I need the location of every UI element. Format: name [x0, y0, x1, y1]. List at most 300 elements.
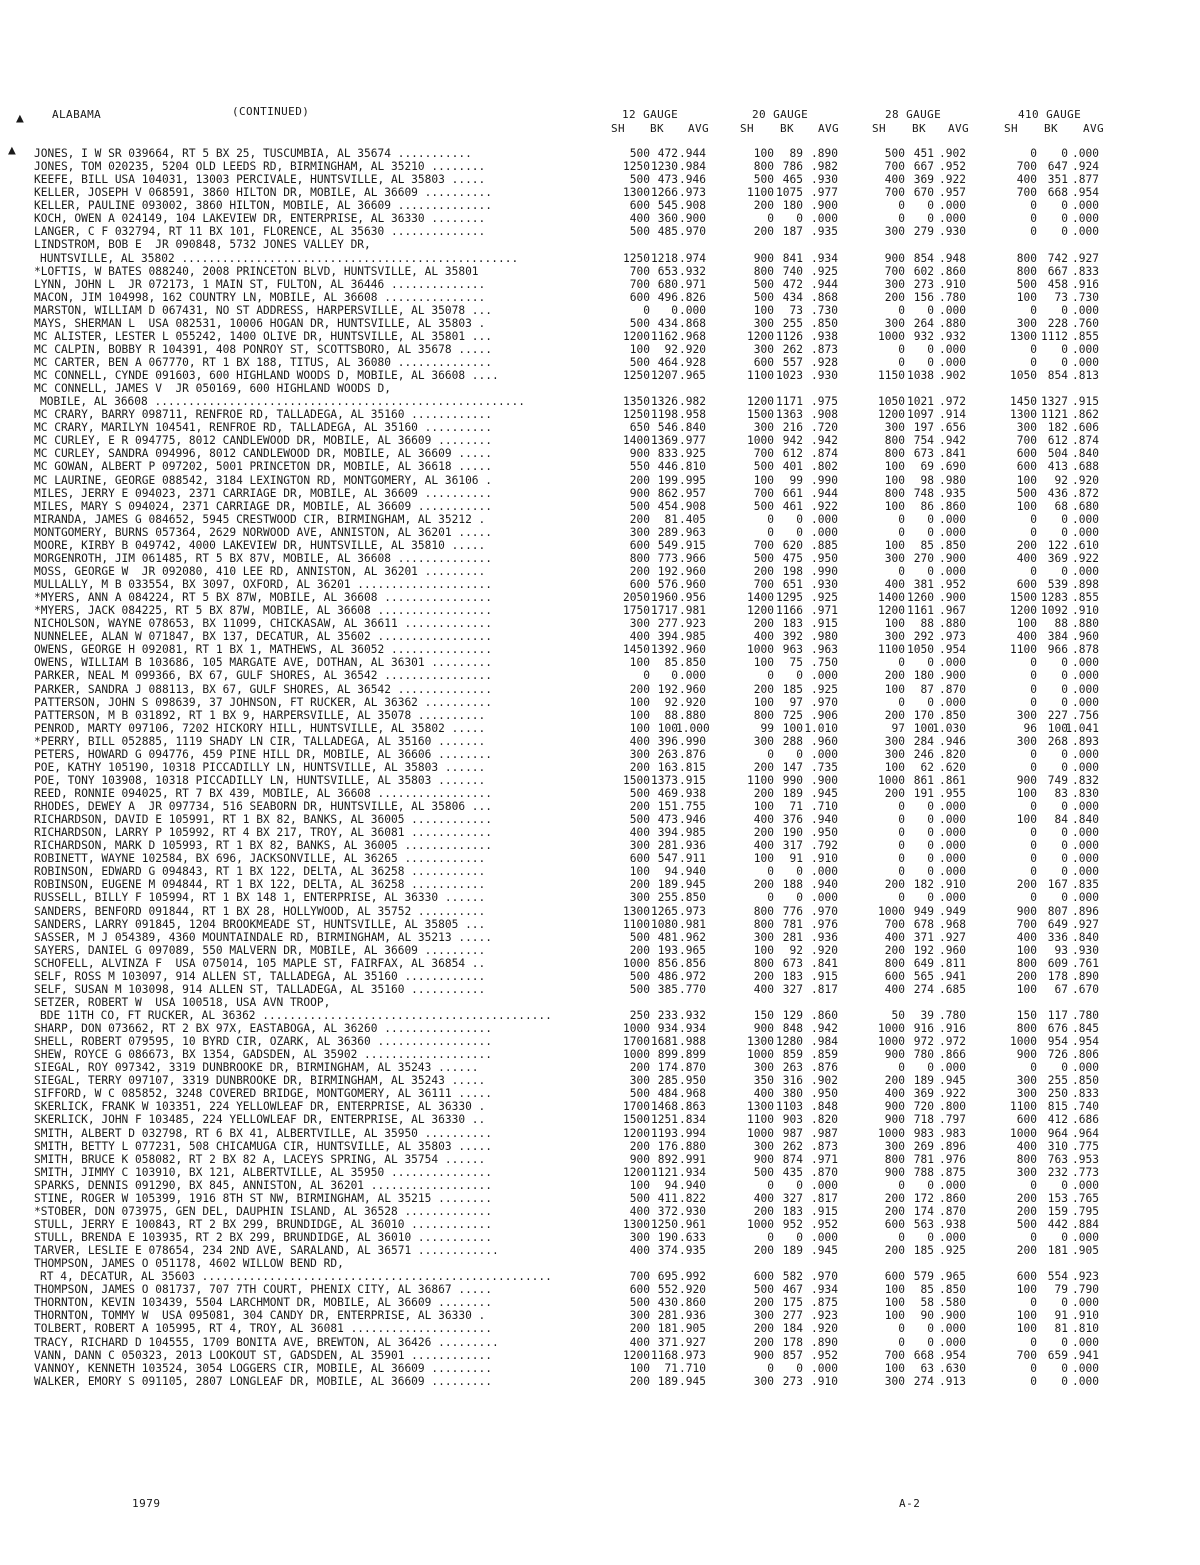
cell-bk: 369	[913, 1087, 934, 1101]
cell-bk: 327	[782, 982, 803, 996]
table-row	[0, 1349, 1200, 1363]
cell-bk: 1327	[1041, 395, 1068, 409]
cell-bk: 1280	[776, 1035, 803, 1049]
cell-bk: 748	[913, 486, 934, 500]
cell-avg: .680	[1072, 499, 1099, 513]
shooter-entry: SIEGAL, ROY 097342, 3319 DUNBROOKE DR, BIRMINGHAM, AL 35243 ......	[34, 1061, 479, 1075]
cell-avg: .954	[939, 643, 966, 657]
cell-bk: 0	[1061, 1374, 1068, 1388]
cell-bk: 854	[913, 251, 934, 265]
shooter-entry: JONES, TOM 020235, 5204 OLD LEEDS RD, BIRMINGHAM, AL 35210 ........	[34, 160, 486, 174]
cell-bk: 1468	[651, 1100, 678, 1114]
cell-sh: 100	[884, 538, 905, 552]
cell-sh: 300	[884, 630, 905, 644]
cell-avg: .000	[939, 1231, 966, 1244]
cell-sh: 500	[629, 499, 650, 513]
table-row	[0, 970, 1200, 984]
cell-bk: 464	[657, 356, 678, 369]
cell-avg: .988	[679, 1035, 706, 1049]
cell-sh: 700	[629, 1270, 650, 1284]
cell-sh: 1100	[747, 1113, 774, 1127]
cell-avg: .952	[939, 578, 966, 591]
cell-sh: 1000	[1010, 1035, 1037, 1049]
cell-sh: 800	[884, 447, 905, 461]
cell-sh: 800	[753, 160, 774, 174]
cell-avg: .000	[939, 212, 966, 226]
cell-bk: 262	[782, 342, 803, 356]
cell-bk: 454	[657, 499, 678, 513]
cell-bk: 473	[657, 173, 678, 187]
table-row	[0, 199, 1200, 213]
cell-bk: 91	[1054, 1309, 1068, 1323]
cell-avg: .940	[811, 878, 838, 892]
cell-avg: .972	[679, 969, 706, 983]
cell-sh: 200	[629, 943, 650, 957]
cell-sh: 400	[753, 1087, 774, 1101]
cell-sh: 0	[767, 212, 774, 226]
cell-sh: 100	[1016, 473, 1037, 487]
cell-sh: 800	[1016, 1152, 1037, 1166]
cell-bk: 384	[1047, 630, 1068, 644]
cell-sh: 0	[1030, 760, 1037, 774]
cell-bk: 465	[782, 173, 803, 187]
cell-sh: 600	[1016, 460, 1037, 474]
shooter-entry: PETERS, HOWARD G 094776, 459 PINE HILL DR, MOBILE, AL 36606 ........	[34, 747, 493, 761]
cell-sh: 500	[629, 786, 650, 800]
cell-avg: .896	[939, 1139, 966, 1153]
cell-sh: 0	[898, 891, 905, 905]
cell-sh: 900	[884, 1048, 905, 1062]
cell-bk: 279	[913, 225, 934, 239]
cell-bk: 175	[782, 1296, 803, 1310]
cell-avg: .942	[811, 1022, 838, 1035]
cell-sh: 200	[884, 1074, 905, 1088]
cell-sh: 0	[1030, 1178, 1037, 1192]
cell-sh: 600	[884, 1270, 905, 1284]
cell-bk: 0	[1061, 303, 1068, 317]
cell-bk: 473	[657, 813, 678, 827]
cell-sh: 400	[884, 982, 905, 996]
shooter-entry: KEEFE, BILL USA 104031, 13003 PERCIVALE, HUNTSVILLE, AL 35803 .....	[34, 173, 486, 187]
cell-bk: 189	[782, 786, 803, 800]
shooter-entry: MAYS, SHERMAN L USA 082531, 10006 HOGAN DR, HUNTSVILLE, AL 35803 .	[34, 316, 486, 330]
column-heading-sh: SH	[740, 122, 755, 135]
cell-bk: 151	[657, 800, 678, 813]
cell-bk: 281	[657, 839, 678, 853]
cell-bk: 0	[927, 525, 934, 539]
cell-bk: 485	[657, 225, 678, 239]
cell-avg: .000	[939, 356, 966, 369]
cell-bk: 0	[1061, 199, 1068, 213]
cell-sh: 300	[1016, 316, 1037, 330]
cell-sh: 1250	[623, 408, 650, 422]
cell-sh: 200	[753, 199, 774, 213]
cell-sh: 700	[753, 486, 774, 500]
cell-sh: 0	[1030, 525, 1037, 539]
cell-bk: 1050	[907, 643, 934, 657]
cell-sh: 300	[884, 316, 905, 330]
cell-bk: 848	[782, 1022, 803, 1035]
cell-avg: .880	[939, 617, 966, 631]
cell-sh: 1300	[747, 1100, 774, 1114]
cell-sh: 100	[629, 721, 650, 735]
shooter-entry: SHELL, ROBERT 079595, 10 BYRD CIR, OZARK, AL 36360 .................	[34, 1035, 493, 1049]
cell-sh: 1300	[623, 1217, 650, 1231]
cell-avg: .983	[939, 1126, 966, 1140]
cell-bk: 167	[1047, 878, 1068, 892]
cell-avg: .930	[811, 578, 838, 591]
cell-sh: 700	[1016, 434, 1037, 448]
cell-bk: 216	[782, 421, 803, 435]
cell-bk: 786	[782, 160, 803, 174]
table-row	[0, 865, 1200, 879]
cell-sh: 150	[753, 1009, 774, 1022]
table-row	[0, 591, 1200, 605]
cell-avg: .911	[679, 852, 706, 866]
cell-bk: 0	[1061, 760, 1068, 774]
cell-sh: 0	[767, 525, 774, 539]
cell-avg: .000	[811, 1231, 838, 1244]
cell-sh: 900	[884, 1100, 905, 1114]
cell-avg: .686	[1072, 1113, 1099, 1127]
cell-avg: .860	[939, 1191, 966, 1205]
table-row	[0, 1192, 1200, 1206]
cell-avg: .890	[811, 1335, 838, 1349]
cell-bk: 0	[796, 212, 803, 226]
table-row	[0, 787, 1200, 801]
cell-sh: 300	[1016, 734, 1037, 748]
cell-avg: .965	[679, 369, 706, 382]
cell-avg: .795	[1072, 1204, 1099, 1218]
table-row	[0, 1179, 1200, 1193]
cell-avg: .960	[679, 682, 706, 696]
cell-avg: .620	[939, 760, 966, 774]
cell-sh: 200	[629, 473, 650, 487]
cell-bk: 100	[913, 721, 934, 735]
cell-avg: .942	[811, 434, 838, 448]
cell-bk: 434	[657, 316, 678, 330]
cell-avg: .890	[811, 147, 838, 160]
cell-sh: 0	[898, 826, 905, 840]
cell-avg: .000	[1072, 1335, 1099, 1349]
cell-bk: 0	[1061, 695, 1068, 709]
shooter-entry: RUSSELL, BILLY F 105994, RT 1 BX 148 1, ENTERPRISE, AL 36330 ......	[34, 891, 486, 905]
column-heading-bk: BK	[1044, 122, 1059, 135]
shooter-entry: ROBINETT, WAYNE 102584, BX 696, JACKSONVILLE, AL 36265 ............	[34, 852, 486, 866]
table-row	[0, 709, 1200, 723]
cell-sh: 100	[884, 617, 905, 631]
shooter-entry: *LOFTIS, W BATES 088240, 2008 PRINCETON BLVD, HUNTSVILLE, AL 35801	[34, 264, 479, 278]
cell-bk: 371	[657, 1335, 678, 1349]
cell-sh: 0	[767, 1178, 774, 1192]
cell-bk: 932	[913, 329, 934, 343]
cell-bk: 88	[1054, 617, 1068, 631]
cell-sh: 1000	[747, 434, 774, 448]
cell-avg: .000	[1072, 695, 1099, 709]
cell-bk: 1207	[651, 369, 678, 382]
cell-bk: 0	[927, 826, 934, 840]
cell-sh: 150	[1016, 1009, 1037, 1022]
cell-sh: 700	[884, 1348, 905, 1362]
cell-avg: .920	[1072, 473, 1099, 487]
cell-sh: 700	[753, 578, 774, 591]
cell-bk: 178	[782, 1335, 803, 1349]
cell-sh: 1400	[747, 591, 774, 604]
cell-bk: 0	[1061, 826, 1068, 840]
table-row	[0, 1296, 1200, 1310]
cell-sh: 0	[898, 564, 905, 578]
cell-bk: 129	[782, 1009, 803, 1022]
cell-sh: 0	[898, 1061, 905, 1075]
cell-avg: .000	[939, 303, 966, 317]
cell-sh: 800	[753, 904, 774, 918]
cell-bk: 374	[657, 1244, 678, 1257]
shooter-entry: MC CRARY, MARILYN 104541, RENFROE RD, TALLADEGA, AL 35160 ..........	[34, 421, 493, 435]
cell-sh: 500	[1016, 1217, 1037, 1231]
cell-avg: .000	[939, 865, 966, 879]
shooter-entry: SIEGAL, TERRY 097107, 3319 DUNBROOKE DR, BIRMINGHAM, AL 35243 .....	[34, 1074, 486, 1088]
cell-avg: .000	[811, 212, 838, 226]
cell-bk: 316	[782, 1074, 803, 1088]
cell-avg: .984	[679, 160, 706, 174]
cell-bk: 182	[913, 878, 934, 892]
cell-bk: 546	[657, 421, 678, 435]
cell-avg: .832	[1072, 773, 1099, 787]
cell-avg: .960	[939, 943, 966, 957]
cell-avg: .925	[811, 682, 838, 696]
cell-bk: 0	[927, 212, 934, 226]
cell-sh: 1300	[747, 1035, 774, 1049]
cell-avg: .936	[679, 839, 706, 853]
cell-bk: 496	[657, 290, 678, 304]
cell-sh: 200	[884, 669, 905, 683]
shooter-entry: SASSER, M J 054389, 4360 MOUNTAINDALE RD, BIRMINGHAM, AL 35213 .....	[34, 930, 493, 944]
cell-sh: 900	[753, 1152, 774, 1166]
shooter-entry: STULL, JERRY E 100843, RT 2 BX 299, BRUNDIDGE, AL 36010 ............	[34, 1217, 493, 1231]
cell-bk: 0	[927, 1322, 934, 1336]
cell-sh: 200	[884, 708, 905, 722]
cell-sh: 0	[1030, 747, 1037, 761]
shooter-entry: MIRANDA, JAMES G 084652, 5945 CRESTWOOD CIR, BIRMINGHAM, AL 35212 .	[34, 512, 486, 526]
table-row	[0, 1153, 1200, 1167]
table-row	[0, 565, 1200, 579]
cell-bk: 547	[657, 852, 678, 866]
cell-bk: 1038	[907, 369, 934, 382]
margin-arrow-icon: ▲	[8, 143, 16, 158]
cell-sh: 200	[753, 225, 774, 239]
shooter-entry: SKERLICK, JOHN F 103485, 224 YELLOWLEAF DR, ENTERPRISE, AL 36330 ..	[34, 1113, 486, 1127]
cell-avg: .685	[939, 982, 966, 996]
cell-avg: .856	[679, 956, 706, 970]
cell-avg: .710	[811, 800, 838, 813]
cell-bk: 668	[913, 1348, 934, 1362]
table-row	[0, 1309, 1200, 1323]
cell-sh: 0	[1030, 512, 1037, 526]
cell-bk: 93	[1054, 943, 1068, 957]
cell-avg: .880	[1072, 617, 1099, 631]
cell-avg: .973	[679, 186, 706, 200]
cell-bk: 0	[1061, 1178, 1068, 1192]
cell-sh: 1200	[878, 604, 905, 618]
gauge-12-heading: 12 GAUGE	[622, 108, 679, 121]
cell-avg: .958	[679, 408, 706, 422]
cell-avg: .920	[679, 695, 706, 709]
cell-avg: .670	[1072, 982, 1099, 996]
cell-bk: 281	[657, 1309, 678, 1323]
cell-avg: .949	[939, 904, 966, 918]
cell-avg: .971	[679, 277, 706, 291]
cell-bk: 182	[1047, 421, 1068, 435]
cell-avg: .925	[811, 591, 838, 604]
cell-avg: .000	[939, 656, 966, 670]
cell-sh: 900	[629, 1152, 650, 1166]
cell-avg: .000	[679, 669, 706, 683]
cell-avg: .813	[1072, 369, 1099, 382]
cell-bk: 412	[1047, 1113, 1068, 1127]
cell-sh: 400	[629, 212, 650, 226]
cell-bk: 79	[1054, 1283, 1068, 1297]
cell-avg: .910	[1072, 604, 1099, 618]
cell-avg: .735	[811, 760, 838, 774]
shooter-entry: PENROD, MARTY 097106, 7202 HICKORY HILL, HUNTSVILLE, AL 35802 .....	[34, 721, 486, 735]
cell-avg: .960	[1072, 630, 1099, 644]
cell-avg: .964	[1072, 1126, 1099, 1140]
cell-bk: 0	[1061, 564, 1068, 578]
shooter-entry: *MYERS, ANN A 084224, RT 5 BX 87W, MOBILE, AL 36608 ................	[34, 591, 493, 604]
cell-bk: 73	[1054, 290, 1068, 304]
cell-sh: 700	[753, 538, 774, 552]
cell-bk: 651	[782, 578, 803, 591]
cell-bk: 183	[782, 969, 803, 983]
cell-avg: .962	[679, 930, 706, 944]
shooter-entry: MONTGOMERY, BURNS 057364, 2629 NORWOOD AVE, ANNISTON, AL 36201 .....	[34, 525, 493, 539]
cell-avg: .760	[1072, 316, 1099, 330]
cell-bk: 861	[913, 773, 934, 787]
cell-sh: 800	[1016, 264, 1037, 278]
shooter-entry: MILES, JERRY E 094023, 2371 CARRIAGE DR, MOBILE, AL 36609 ..........	[34, 486, 493, 500]
cell-bk: 92	[664, 695, 678, 709]
table-row	[0, 774, 1200, 788]
cell-avg: .899	[679, 1048, 706, 1062]
cell-avg: .750	[811, 656, 838, 670]
shooter-entry: MARSTON, WILLIAM D 067431, NO ST ADDRESS, HARPERSVILLE, AL 35078 ...	[34, 303, 493, 317]
cell-sh: 0	[643, 669, 650, 683]
cell-sh: 0	[1030, 852, 1037, 866]
cell-bk: 63	[920, 1361, 934, 1375]
cell-avg: .915	[679, 773, 706, 787]
cell-sh: 0	[1030, 682, 1037, 696]
column-heading-sh: SH	[872, 122, 887, 135]
cell-avg: .848	[811, 1100, 838, 1114]
cell-avg: .928	[679, 356, 706, 369]
cell-sh: 200	[1016, 1204, 1037, 1218]
cell-sh: 0	[898, 800, 905, 813]
cell-bk: 1295	[776, 591, 803, 604]
cell-sh: 200	[629, 512, 650, 526]
cell-bk: 903	[782, 1113, 803, 1127]
cell-sh: 500	[629, 930, 650, 944]
cell-bk: 274	[913, 982, 934, 996]
cell-sh: 100	[884, 499, 905, 513]
cell-sh: 800	[1016, 956, 1037, 970]
cell-bk: 180	[913, 669, 934, 683]
cell-bk: 964	[1047, 1126, 1068, 1140]
cell-bk: 88	[664, 708, 678, 722]
table-row	[0, 265, 1200, 279]
cell-bk: 673	[913, 447, 934, 461]
cell-bk: 192	[913, 943, 934, 957]
cell-avg: .870	[811, 1165, 838, 1179]
cell-bk: 857	[782, 1348, 803, 1362]
cell-bk: 0	[1061, 356, 1068, 369]
table-row	[0, 1336, 1200, 1350]
cell-bk: 81	[664, 512, 678, 526]
cell-bk: 189	[913, 1074, 934, 1088]
cell-bk: 68	[1054, 499, 1068, 513]
cell-bk: 268	[1047, 734, 1068, 748]
cell-sh: 300	[884, 747, 905, 761]
table-row	[0, 304, 1200, 318]
cell-avg: .965	[939, 1270, 966, 1284]
column-heading-avg: AVG	[818, 122, 840, 135]
cell-sh: 500	[753, 1283, 774, 1297]
cell-bk: 0	[927, 303, 934, 317]
cell-bk: 100	[657, 721, 678, 735]
shooter-entry: KOCH, OWEN A 024149, 104 LAKEVIEW DR, ENTERPRISE, AL 36330 ........	[34, 212, 486, 226]
cell-sh: 800	[884, 1152, 905, 1166]
shooter-entry: MACON, JIM 104998, 162 COUNTRY LN, MOBILE, AL 36608 ...............	[34, 290, 486, 304]
table-row	[0, 748, 1200, 762]
shooter-entry: MOBILE, AL 36608 .......................................................	[40, 395, 525, 409]
cell-sh: 500	[753, 499, 774, 513]
cell-sh: 700	[884, 160, 905, 174]
cell-sh: 900	[753, 1022, 774, 1035]
cell-avg: .910	[939, 277, 966, 291]
cell-avg: .810	[1072, 1322, 1099, 1336]
cell-bk: 183	[782, 1204, 803, 1218]
table-row	[0, 278, 1200, 292]
cell-avg: .000	[939, 852, 966, 866]
shooter-entry: VANN, DANN C 050323, 2013 LOOKOUT ST, GADSDEN, AL 35901 ............	[34, 1348, 493, 1362]
cell-avg: .690	[939, 460, 966, 474]
cell-avg: .945	[679, 878, 706, 892]
cell-sh: 300	[884, 1374, 905, 1388]
cell-bk: 181	[657, 1322, 678, 1336]
cell-bk: 190	[782, 826, 803, 840]
cell-avg: .000	[939, 695, 966, 709]
cell-avg: .932	[679, 264, 706, 278]
cell-avg: .000	[1072, 760, 1099, 774]
cell-avg: .968	[939, 917, 966, 931]
cell-sh: 1250	[623, 160, 650, 174]
cell-avg: .860	[939, 499, 966, 513]
cell-avg: .920	[679, 1283, 706, 1297]
cell-sh: 1400	[878, 591, 905, 604]
cell-bk: 100	[1047, 721, 1068, 735]
cell-avg: .971	[811, 604, 838, 618]
cell-bk: 954	[1047, 1035, 1068, 1049]
cell-bk: 188	[782, 878, 803, 892]
cell-sh: 700	[1016, 1348, 1037, 1362]
cell-sh: 800	[1016, 1022, 1037, 1035]
cell-bk: 987	[782, 1126, 803, 1140]
cell-sh: 0	[1030, 356, 1037, 369]
cell-bk: 668	[1047, 186, 1068, 200]
cell-sh: 1300	[623, 186, 650, 200]
cell-sh: 0	[1030, 826, 1037, 840]
cell-avg: .000	[1072, 303, 1099, 317]
cell-sh: 600	[753, 356, 774, 369]
